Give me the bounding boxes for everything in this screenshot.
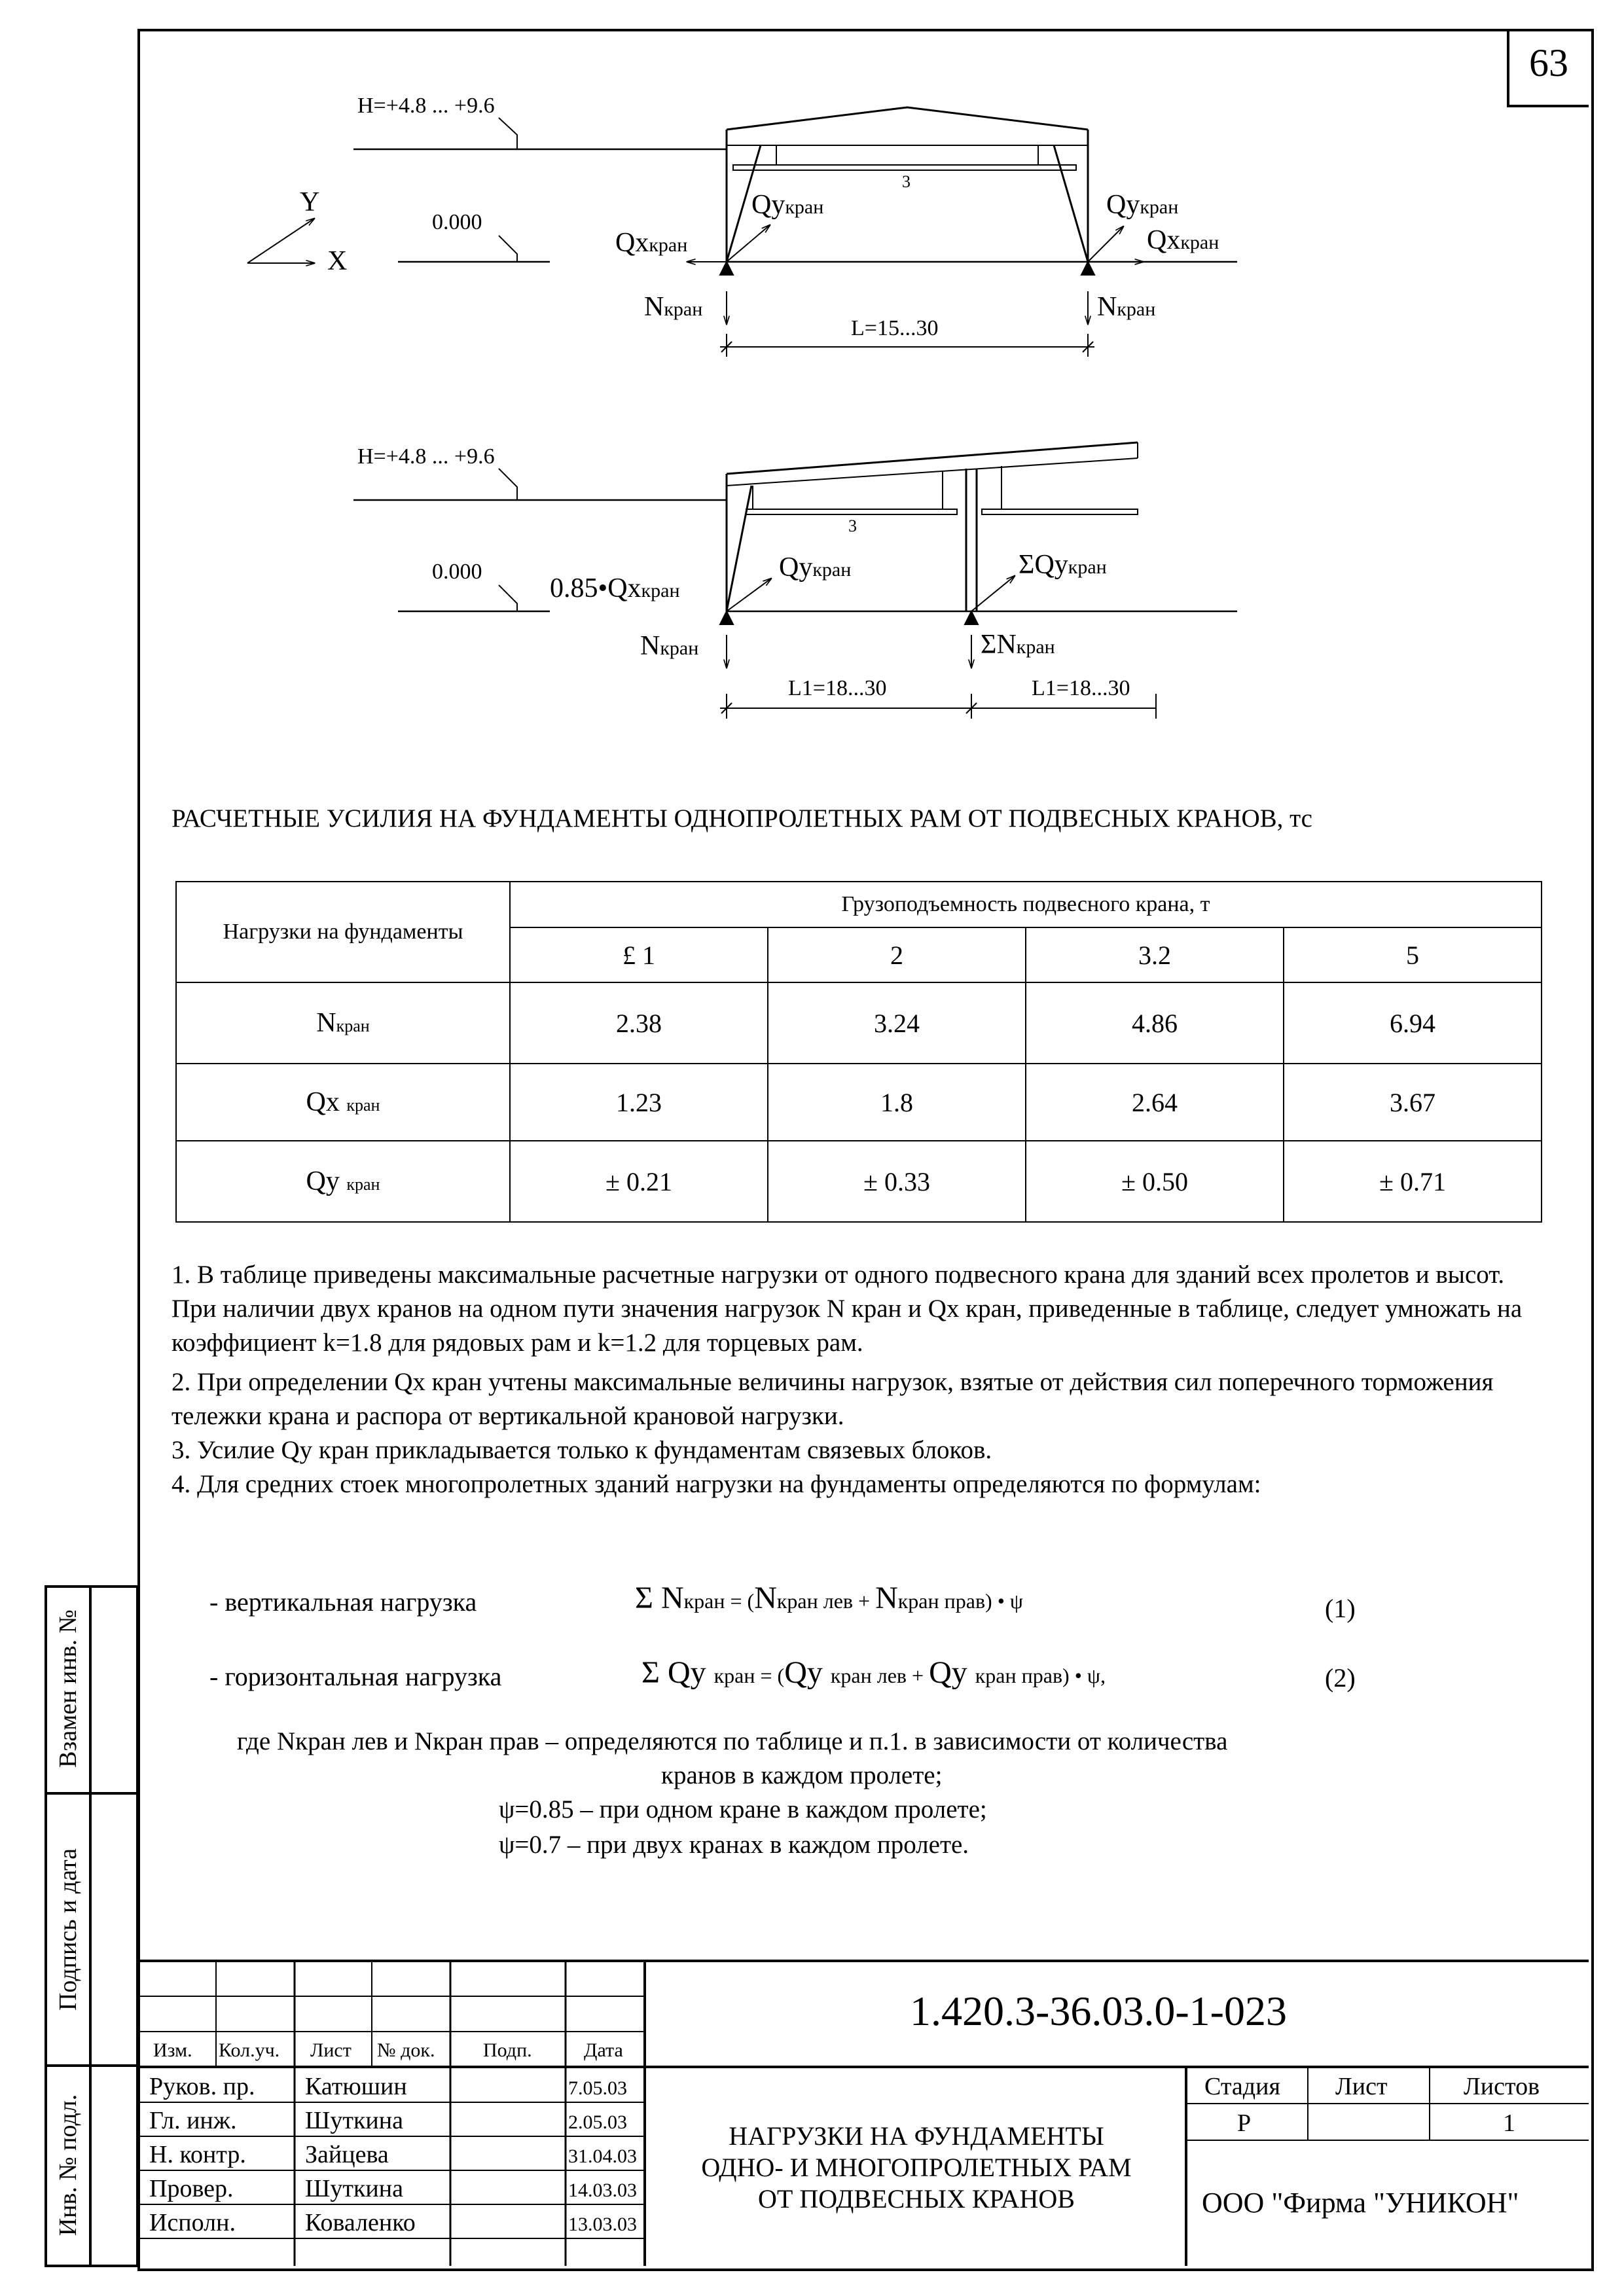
d1-qy-left: Qyкран bbox=[751, 190, 824, 220]
note-3: 3. Усилие Qy кран прикладывается только к фундаментам связевых блоков. bbox=[171, 1436, 992, 1464]
table-cell: ± 0.21 bbox=[510, 1141, 768, 1222]
hdr-kol-uch: Кол.уч. bbox=[219, 2039, 280, 2061]
row-label-n: Nкран bbox=[176, 982, 510, 1064]
d1-n-left: Nкран bbox=[644, 292, 703, 322]
stamp-inventory-original: Инв. № подл. bbox=[54, 2094, 82, 2236]
note-1: 1. В таблице приведены максимальные расчетные нагрузки от одного подвесного крана для зданий всех пролетов и высот. При наличии двух кранов на одном пути значения нагрузок N кран и Qx кран, приведенные в таблице, следует умножать на коэффициент k=1.8 для рядовых рам и k=1.2 для торцевых рам. bbox=[171, 1261, 1523, 1357]
sign-date: 2.05.03 bbox=[568, 2111, 627, 2133]
role: Н. контр. bbox=[149, 2141, 246, 2168]
capacity-header: 2 bbox=[768, 927, 1026, 982]
d2-qx-left: 0.85•Qxкран bbox=[550, 573, 680, 603]
d1-zero-label: 0.000 bbox=[432, 210, 482, 234]
table-cell: ± 0.33 bbox=[768, 1141, 1026, 1222]
hdr-doc-no: № док. bbox=[377, 2039, 435, 2061]
sheet-title bbox=[648, 2121, 1185, 2215]
d2-span2: L1=18...30 bbox=[1032, 676, 1130, 700]
main-title: РАСЧЕТНЫЕ УСИЛИЯ НА ФУНДАМЕНТЫ ОДНОПРОЛЕТНЫХ РАМ ОТ ПОДВЕСНЫХ КРАНОВ, тс bbox=[171, 804, 1312, 833]
capacity-header: £ 1 bbox=[510, 927, 768, 982]
capacity-header: 3.2 bbox=[1026, 927, 1284, 982]
row-label-qx: Qx кран bbox=[176, 1064, 510, 1141]
sign-date: 7.05.03 bbox=[568, 2077, 627, 2099]
stamp-replaced-inv: Взамен инв. № bbox=[54, 1609, 82, 1768]
capacity-header: 5 bbox=[1284, 927, 1542, 982]
d2-n-left: Nкран bbox=[640, 631, 699, 661]
person-name: Зайцева bbox=[305, 2141, 389, 2168]
formula1-number: (1) bbox=[1325, 1594, 1356, 1623]
hdr-signature: Подп. bbox=[483, 2039, 532, 2061]
doc-code: 1.420.3-36.03.0-1-023 bbox=[910, 1988, 1287, 2034]
d1-beam-mark: 3 bbox=[902, 172, 911, 191]
d1-axis-y: Y bbox=[300, 187, 320, 217]
person-name: Катюшин bbox=[305, 2073, 407, 2100]
explanation-line-3: ψ=0.85 – при одном кране в каждом пролете; bbox=[499, 1795, 987, 1823]
role: Исполн. bbox=[149, 2209, 236, 2236]
table-cell: 1.23 bbox=[510, 1064, 768, 1141]
d2-span1: L1=18...30 bbox=[788, 676, 887, 700]
capacity-group-header: Грузоподъемность подвесного крана, т bbox=[510, 882, 1542, 927]
role: Гл. инж. bbox=[149, 2107, 237, 2134]
role: Провер. bbox=[149, 2175, 234, 2202]
sheets-value: 1 bbox=[1503, 2109, 1515, 2137]
sheet-title-line: ОТ ПОДВЕСНЫХ КРАНОВ bbox=[758, 2184, 1075, 2214]
d2-qy-left: Qyкран bbox=[779, 552, 852, 583]
person-name: Коваленко bbox=[305, 2209, 416, 2236]
stage-value: Р bbox=[1237, 2109, 1252, 2137]
d2-sum-qy: ΣQyкран bbox=[1019, 550, 1107, 580]
explanation-line-1: где Nкран лев и Nкран прав – определяются по таблице и п.1. в зависимости от количества bbox=[237, 1727, 1228, 1755]
note-2: 2. При определении Qx кран учтены максимальные величины нагрузок, взятые от действия сил поперечного торможения тележки крана и распора от вертикальной крановой нагрузки. bbox=[171, 1368, 1494, 1430]
sheets-label: Листов bbox=[1464, 2073, 1540, 2100]
explanation-line-2: кранов в каждом пролете; bbox=[661, 1761, 943, 1789]
company-name: ООО "Фирма "УНИКОН" bbox=[1202, 2187, 1519, 2219]
explanation-line-4: ψ=0.7 – при двух кранах в каждом пролете. bbox=[499, 1831, 969, 1859]
sign-date: 14.03.03 bbox=[568, 2179, 637, 2201]
d1-qx-left: Qxкран bbox=[615, 228, 688, 258]
d1-qy-right: Qyкран bbox=[1106, 190, 1179, 220]
note-4: 4. Для средних стоек многопролетных зданий нагрузки на фундаменты определяются по формулам: bbox=[171, 1470, 1261, 1498]
sign-date: 13.03.03 bbox=[568, 2214, 637, 2235]
sheet-title-line: НАГРУЗКИ НА ФУНДАМЕНТЫ bbox=[729, 2121, 1104, 2151]
table-cell: 2.64 bbox=[1026, 1064, 1284, 1141]
person-name: Шуткина bbox=[305, 2107, 403, 2134]
table-cell: 2.38 bbox=[510, 982, 768, 1064]
d1-height-label: H=+4.8 ... +9.6 bbox=[357, 94, 495, 118]
formula2-number: (2) bbox=[1325, 1663, 1356, 1693]
d1-n-right: Nкран bbox=[1097, 292, 1156, 322]
formula2: Σ Qy кран = (Qy кран лев + Qy кран прав) • ψ, bbox=[641, 1655, 1106, 1690]
hdr-date: Дата bbox=[584, 2039, 623, 2061]
d2-beam-mark: 3 bbox=[848, 516, 857, 535]
corner-header: Нагрузки на фундаменты bbox=[176, 882, 510, 982]
table-cell: 3.67 bbox=[1284, 1064, 1542, 1141]
formula2-label: - горизонтальная нагрузка bbox=[209, 1662, 502, 1691]
table-cell: 1.8 bbox=[768, 1064, 1026, 1141]
sign-date: 31.04.03 bbox=[568, 2145, 637, 2167]
table-cell: 3.24 bbox=[768, 982, 1026, 1064]
row-label-qy: Qy кран bbox=[176, 1141, 510, 1222]
d1-span: L=15...30 bbox=[851, 316, 939, 340]
table-cell: 4.86 bbox=[1026, 982, 1284, 1064]
sheet-title-line: ОДНО- И МНОГОПРОЛЕТНЫХ РАМ bbox=[701, 2153, 1132, 2182]
person-name: Шуткина bbox=[305, 2175, 403, 2202]
d2-height-label: H=+4.8 ... +9.6 bbox=[357, 444, 495, 469]
table-cell: 6.94 bbox=[1284, 982, 1542, 1064]
page-number: 63 bbox=[1529, 41, 1568, 84]
d1-qx-right: Qxкран bbox=[1147, 225, 1219, 255]
d1-axis-x: X bbox=[327, 246, 348, 276]
table-cell: ± 0.50 bbox=[1026, 1141, 1284, 1222]
d2-sum-n: ΣNкран bbox=[981, 630, 1055, 660]
d2-zero-label: 0.000 bbox=[432, 560, 482, 584]
sheet-label: Лист bbox=[1335, 2073, 1388, 2100]
formula1: Σ Nкран = (Nкран лев + Nкран прав) • ψ bbox=[635, 1581, 1023, 1615]
hdr-izm: Изм. bbox=[153, 2039, 192, 2061]
stamp-signature-date: Подпись и дата bbox=[54, 1848, 82, 2011]
role: Руков. пр. bbox=[149, 2073, 255, 2100]
table-cell: ± 0.71 bbox=[1284, 1141, 1542, 1222]
stage-label: Стадия bbox=[1204, 2073, 1280, 2100]
hdr-list: Лист bbox=[310, 2039, 352, 2061]
formula1-label: - вертикальная нагрузка bbox=[209, 1587, 477, 1617]
